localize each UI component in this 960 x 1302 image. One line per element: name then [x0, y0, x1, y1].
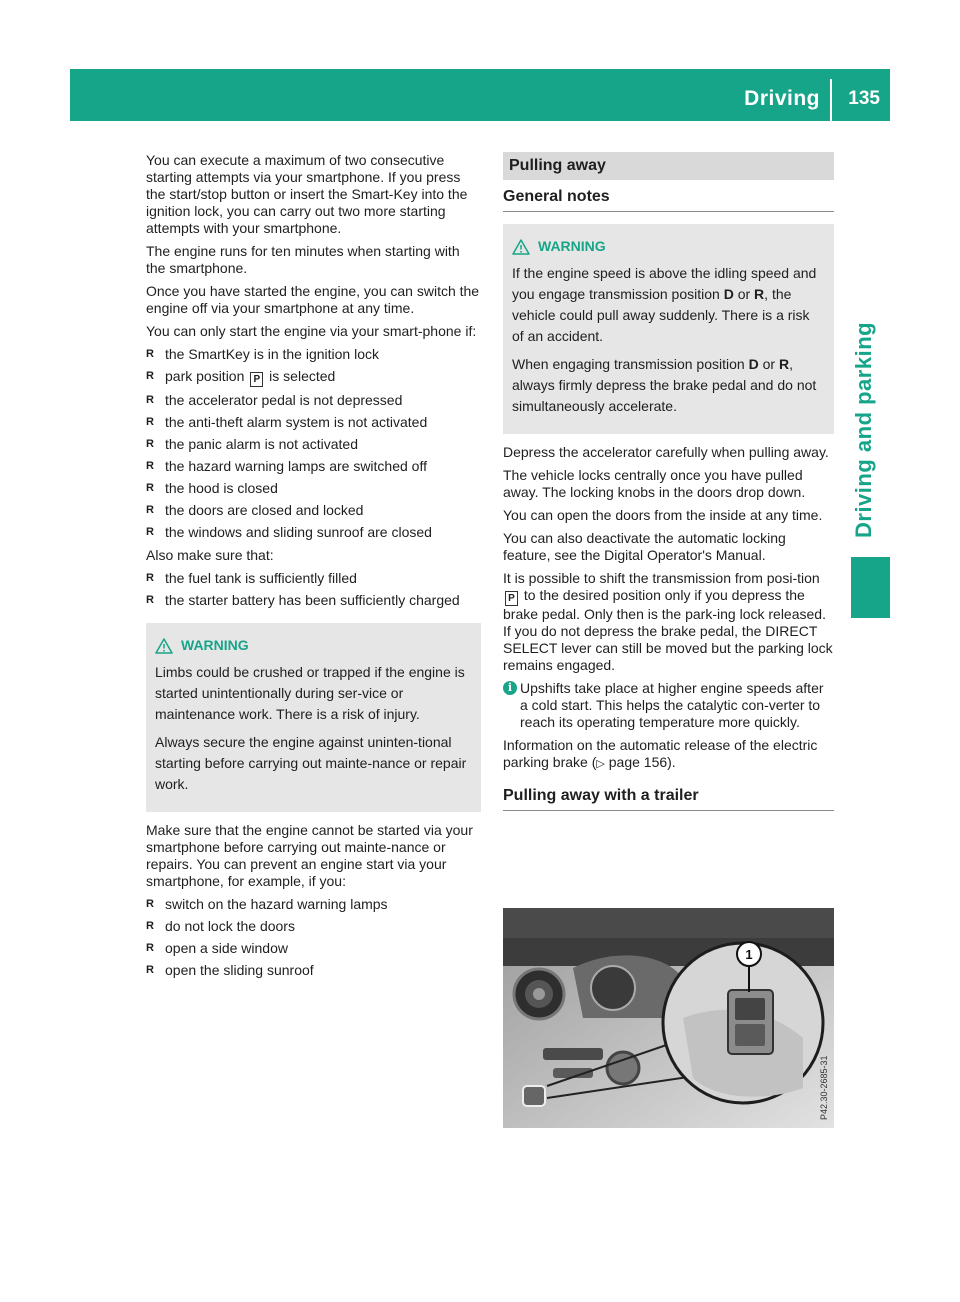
list-item: R the panic alarm is not activated — [146, 436, 358, 452]
paragraph: The vehicle locks centrally once you have pulled away. The locking knobs in the doors drop down. — [503, 467, 806, 500]
list-item: R open the sliding sunroof — [146, 962, 314, 978]
park-key-icon: P — [250, 372, 263, 387]
check-list — [146, 570, 481, 609]
header-bar — [70, 69, 890, 121]
paragraph: Depress the accelerator carefully when pulling away. — [503, 444, 829, 460]
paragraph: Information on the automatic release of the electric parking brake (▷ page 156). — [503, 737, 818, 770]
list-item: R the accelerator pedal is not depressed — [146, 392, 403, 408]
condition-list — [146, 346, 481, 541]
list-item: R do not lock the doors — [146, 918, 295, 934]
subheading-trailer: Pulling away with a trailer — [503, 787, 834, 811]
bullet-icon: R — [146, 572, 154, 584]
warning-triangle-icon — [512, 239, 530, 255]
paragraph: You can execute a maximum of two consecutive starting attempts via your smartphone. If you press the start/stop button or insert the Smart-Key into the ignition lock, you can carry out two more starting attempts with your smartphone. — [146, 152, 468, 236]
dashboard-figure — [503, 908, 834, 1128]
warning-text: If the engine speed is above the idling speed and you engage transmission position D or R, the vehicle could pull away suddenly. There is a risk of an accident. — [512, 265, 817, 344]
paragraph: You can open the doors from the inside at any time. — [503, 507, 823, 523]
bullet-icon: R — [146, 942, 154, 954]
bullet-icon: R — [146, 482, 154, 494]
bullet-icon: R — [146, 964, 154, 976]
list-item: R the windows and sliding sunroof are closed — [146, 524, 432, 540]
list-item: R switch on the hazard warning lamps — [146, 896, 388, 912]
callout-number: 1 — [745, 947, 753, 962]
list-item: R the doors are closed and locked — [146, 502, 364, 518]
paragraph: The engine runs for ten minutes when starting with the smartphone. — [146, 243, 460, 276]
paragraph: Once you have started the engine, you can switch the engine off via your smartphone at any time. — [146, 283, 480, 316]
side-tab-label: Driving and parking — [851, 321, 876, 539]
warning-text: Limbs could be crushed or trapped if the engine is started unintentionally during ser-vice or maintenance work. There is a risk of injury. — [155, 664, 465, 722]
page-ref-arrow-icon: ▷ — [596, 758, 605, 770]
warning-text: Always secure the engine against uninten-tional starting before carrying out mainte-nance or repair work. — [155, 734, 467, 792]
left-column — [146, 152, 481, 985]
subheading-general-notes: General notes — [503, 188, 834, 212]
warning-box — [146, 623, 481, 812]
list-item: R the anti-theft alarm system is not activated — [146, 414, 428, 430]
list-item: R the hazard warning lamps are switched off — [146, 458, 427, 474]
list-item: R open a side window — [146, 940, 288, 956]
bullet-icon: R — [146, 394, 154, 406]
list-item: R the fuel tank is sufficiently filled — [146, 570, 357, 586]
section-heading: Pulling away — [503, 152, 834, 180]
warning-text: When engaging transmission position D or R, always firmly depress the brake pedal and do not simultaneously accelerate. — [512, 356, 817, 414]
paragraph: You can also deactivate the automatic locking feature, see the Digital Operator's Manual. — [503, 530, 786, 563]
paragraph: It is possible to shift the transmission from posi-tion P to the desired position only if you depress the brake pedal. Only then is the park-ing lock released. If you do not depress the brake pedal, the DIRECT SELECT lever can still be moved but the parking lock remains engaged. — [503, 570, 833, 673]
list-item: R park position P is selected — [146, 368, 336, 385]
chapter-title: Driving — [744, 87, 820, 110]
bullet-icon: R — [146, 416, 154, 428]
page-reference-link[interactable]: page 156). — [608, 754, 676, 770]
page-number: 135 — [848, 88, 880, 109]
header-divider — [830, 79, 832, 121]
bullet-icon: R — [146, 594, 154, 606]
bullet-icon: R — [146, 370, 154, 382]
figure-code: P42.30-2685-31 — [819, 1055, 829, 1120]
right-column — [503, 152, 834, 823]
warning-box — [503, 224, 834, 434]
paragraph: Make sure that the engine cannot be started via your smartphone before carrying out mainte-nance or repairs. You can prevent an engine start via your smartphone, for example, if you: — [146, 822, 473, 889]
bullet-icon: R — [146, 920, 154, 932]
info-note: i Upshifts take place at higher engine speeds after a cold start. This helps the catalytic con-verter to reach its operating temperature more quickly. — [503, 680, 834, 731]
bullet-icon: R — [146, 898, 154, 910]
prevention-list — [146, 896, 481, 979]
list-item: R the hood is closed — [146, 480, 278, 496]
park-key-icon: P — [505, 591, 518, 606]
bullet-icon: R — [146, 438, 154, 450]
info-icon: i — [503, 681, 517, 695]
bullet-icon: R — [146, 504, 154, 516]
side-tab-marker — [851, 557, 890, 618]
paragraph: Also make sure that: — [146, 547, 274, 563]
bullet-icon: R — [146, 348, 154, 360]
warning-heading: WARNING — [155, 635, 471, 656]
bullet-icon: R — [146, 526, 154, 538]
warning-heading: WARNING — [512, 236, 824, 257]
list-item: R the starter battery has been sufficiently charged — [146, 592, 460, 608]
warning-triangle-icon — [155, 638, 173, 654]
bullet-icon: R — [146, 460, 154, 472]
list-item: R the SmartKey is in the ignition lock — [146, 346, 379, 362]
paragraph: You can only start the engine via your smart-phone if: — [146, 323, 477, 339]
dashboard-illustration — [503, 908, 834, 1128]
